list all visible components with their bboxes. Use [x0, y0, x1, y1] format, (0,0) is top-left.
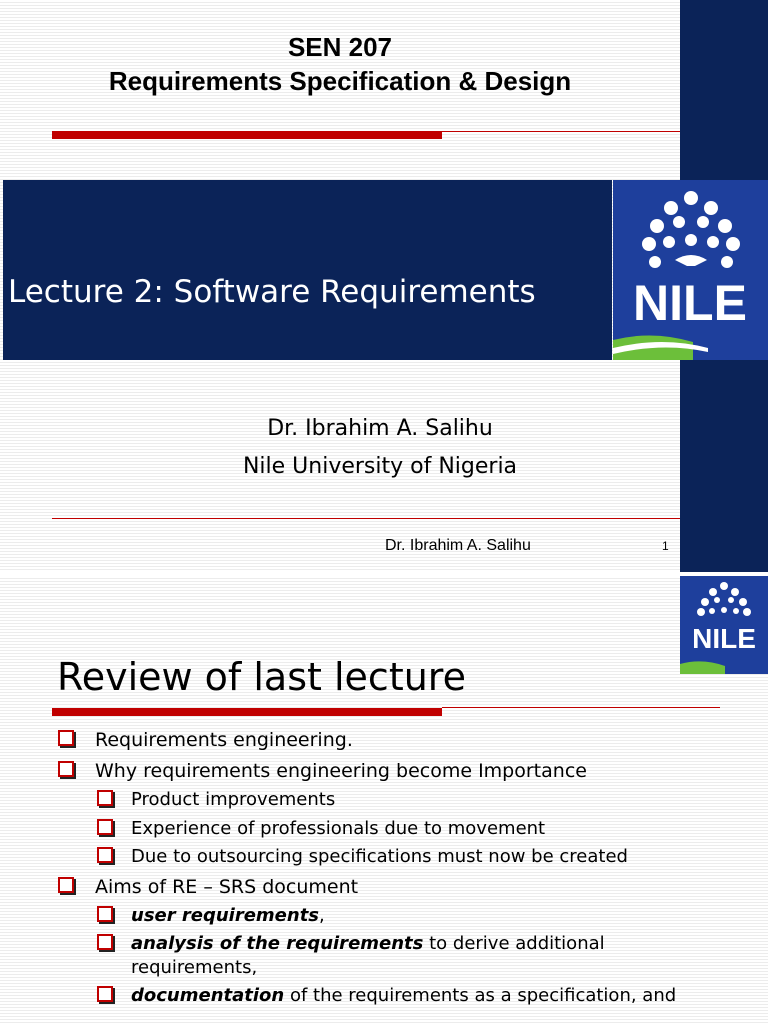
- logo-wordmark: NILE: [633, 275, 747, 331]
- checkbox-bullet-icon: [58, 730, 74, 746]
- list-item: user requirements,: [131, 905, 325, 926]
- title-underline-thick: [52, 131, 442, 139]
- list-item: Aims of RE – SRS document: [95, 876, 359, 898]
- list-item: Requirements engineering.: [95, 729, 353, 751]
- nile-university-logo: [613, 180, 768, 360]
- list-item: Due to outsourcing specifications must now be created: [131, 846, 628, 867]
- title-underline-thin: [442, 131, 680, 132]
- course-name: Requirements Specification & Design: [108, 66, 572, 96]
- checkbox-bullet-icon: [97, 986, 113, 1002]
- heading-underline-thick: [52, 708, 442, 716]
- checkbox-bullet-icon: [97, 906, 113, 922]
- list-item: Product improvements: [131, 789, 336, 810]
- lecture-title: Lecture 2: Software Requirements: [8, 274, 536, 310]
- list-item: analysis of the requirements to derive additional requirements,: [131, 933, 605, 978]
- footer-divider: [52, 518, 680, 519]
- author-name: Dr. Ibrahim A. Salihu: [267, 416, 493, 441]
- checkbox-bullet-icon: [97, 934, 113, 950]
- checkbox-bullet-icon: [58, 877, 74, 893]
- list-item: documentation of the requirements as a specification, and: [131, 985, 677, 1006]
- checkbox-bullet-icon: [97, 819, 113, 835]
- logo-wordmark-small: NILE: [692, 623, 756, 654]
- course-code: SEN 207: [287, 32, 393, 62]
- list-item: Experience of professionals due to movement: [131, 818, 546, 839]
- content-slide: [0, 576, 768, 1024]
- checkbox-bullet-icon: [97, 847, 113, 863]
- nile-university-logo-small: [680, 576, 768, 674]
- institution-name: Nile University of Nigeria: [242, 454, 518, 479]
- page-number: 1: [662, 539, 669, 553]
- heading-underline-thin: [442, 707, 720, 708]
- footer-author: Dr. Ibrahim A. Salihu: [385, 537, 531, 554]
- slide-heading: Review of last lecture: [57, 655, 466, 699]
- checkbox-bullet-icon: [58, 761, 74, 777]
- checkbox-bullet-icon: [97, 790, 113, 806]
- list-item: Why requirements engineering become Importance: [95, 760, 587, 782]
